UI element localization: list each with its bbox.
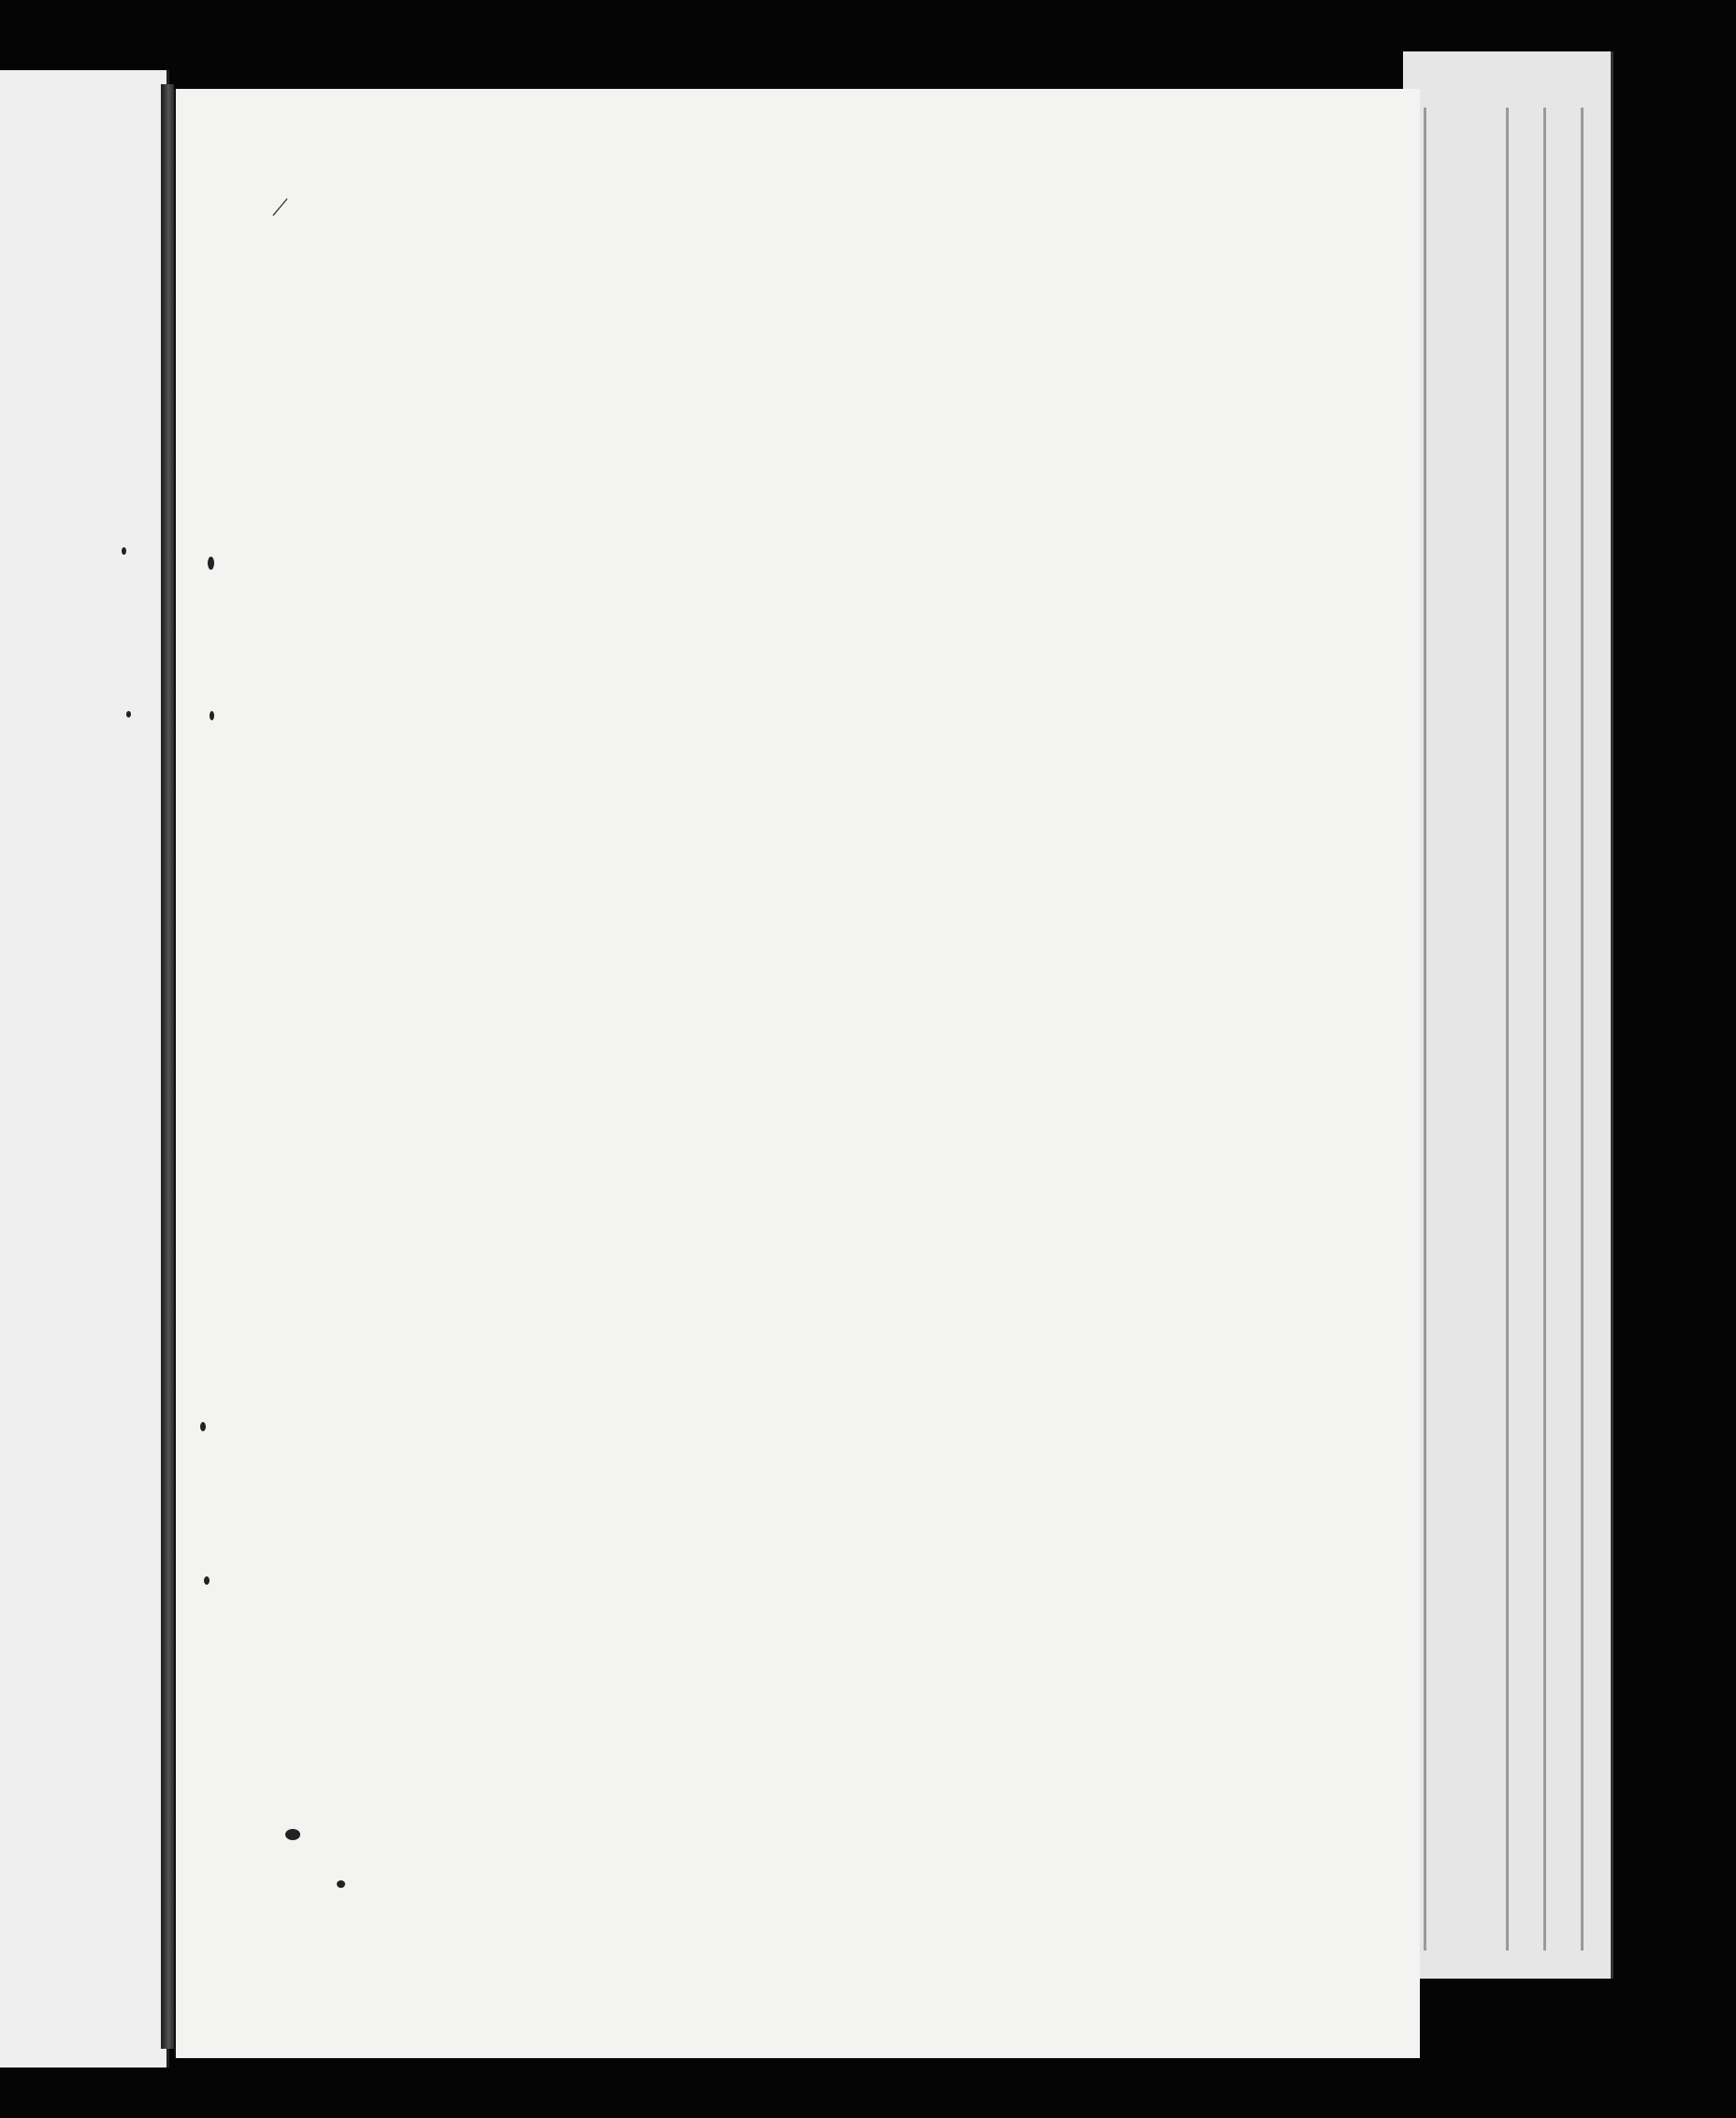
margin-tick-mark: | xyxy=(270,193,293,218)
scan-speck xyxy=(200,1422,206,1431)
scan-speck xyxy=(122,547,126,555)
book-spine xyxy=(161,84,174,2049)
scan-speck xyxy=(208,557,214,570)
book-page xyxy=(174,89,1420,2058)
page-body xyxy=(348,332,1225,339)
scan-speck xyxy=(204,1576,210,1585)
left-page-edge xyxy=(0,70,169,2067)
scan-speck xyxy=(126,711,131,718)
page-stack-edge xyxy=(1403,51,1613,1979)
scan-speck xyxy=(337,1880,345,1888)
scan-speck xyxy=(210,711,214,720)
scan-speck xyxy=(285,1829,300,1840)
